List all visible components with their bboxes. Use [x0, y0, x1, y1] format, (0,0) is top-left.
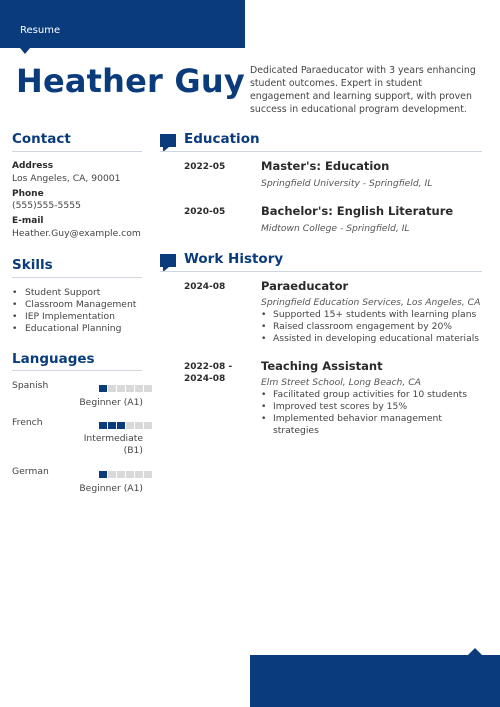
job-bullet: • Improved test scores by 15% — [261, 401, 486, 413]
skill-item: • Classroom Management — [12, 299, 136, 311]
phone-label: Phone — [12, 189, 44, 199]
rating-square-filled — [108, 422, 116, 429]
skill-item: • IEP Implementation — [12, 311, 136, 323]
work-history-divider — [160, 271, 482, 272]
education-date: 2022-05 — [184, 162, 226, 172]
contact-divider — [12, 151, 142, 152]
contact-heading: Contact — [12, 131, 71, 147]
language-name: German — [12, 466, 49, 477]
rating-square-empty — [126, 422, 134, 429]
skills-divider — [12, 277, 142, 278]
education-title: Master's: Education — [261, 159, 390, 173]
work-flag-icon — [160, 254, 176, 267]
rating-square-empty — [117, 471, 125, 478]
address-value: Los Angeles, CA, 90001 — [12, 173, 121, 184]
rating-square-filled — [99, 422, 107, 429]
job-bullet: • Raised classroom engagement by 20% — [261, 321, 486, 333]
address-label: Address — [12, 161, 54, 171]
skills-list — [12, 287, 136, 335]
rating-square-empty — [135, 471, 143, 478]
employer: Elm Street School, Long Beach, CA — [261, 377, 421, 388]
employer: Springfield Education Services, Los Angeles, CA — [261, 297, 481, 308]
language-rating-bar — [99, 471, 152, 478]
email-label: E-mail — [12, 216, 44, 226]
rating-square-empty — [135, 422, 143, 429]
skills-heading: Skills — [12, 257, 53, 273]
language-rating-bar — [99, 422, 152, 429]
job-bullet: • Facilitated group activities for 10 students — [261, 389, 486, 401]
email-value: Heather.Guy@example.com — [12, 228, 141, 239]
language-level: Beginner (A1) — [79, 483, 143, 494]
work-date-end: 2024-08 — [184, 374, 226, 384]
skill-item: • Student Support — [12, 287, 136, 299]
languages-heading: Languages — [12, 351, 95, 367]
footer-band — [250, 655, 500, 707]
work-date: 2024-08 — [184, 282, 226, 292]
language-level-line2: (B1) — [123, 445, 143, 456]
language-level: Beginner (A1) — [79, 397, 143, 408]
rating-square-empty — [126, 471, 134, 478]
rating-square-filled — [99, 385, 107, 392]
languages-divider — [12, 370, 142, 371]
candidate-name: Heather Guy — [16, 62, 245, 100]
rating-square-empty — [144, 471, 152, 478]
work-history-heading: Work History — [184, 251, 284, 267]
header-band-pointer — [20, 48, 30, 54]
profile-summary: Dedicated Paraeducator with 3 years enhancing student outcomes. Expert in student engagement and learning support, with proven success in educational program development. — [250, 65, 476, 115]
education-title: Bachelor's: English Literature — [261, 204, 454, 218]
skill-item: • Educational Planning — [12, 323, 136, 335]
job-bullet: • Supported 15+ students with learning plans — [261, 309, 486, 321]
rating-square-empty — [108, 385, 116, 392]
rating-square-empty — [126, 385, 134, 392]
work-date: 2022-08 - — [184, 362, 233, 372]
rating-square-empty — [144, 385, 152, 392]
rating-square-empty — [108, 471, 116, 478]
job-bullet: • Implemented behavior management strategies — [261, 413, 486, 437]
education-divider — [160, 151, 482, 152]
job-bullets — [261, 389, 486, 437]
phone-value: (555)555-5555 — [12, 200, 81, 211]
job-bullet: • Assisted in developing educational materials — [261, 333, 486, 345]
resume-tag: Resume — [20, 25, 61, 36]
language-level: Intermediate — [83, 433, 143, 444]
footer-band-pointer — [468, 648, 482, 655]
job-bullets — [261, 309, 486, 345]
rating-square-empty — [144, 422, 152, 429]
education-institution: Midtown College - Springfield, IL — [261, 223, 410, 234]
rating-square-empty — [135, 385, 143, 392]
language-rating-bar — [99, 385, 152, 392]
language-name: French — [12, 417, 43, 428]
education-date: 2020-05 — [184, 207, 226, 217]
rating-square-filled — [99, 471, 107, 478]
rating-square-filled — [117, 422, 125, 429]
rating-square-empty — [117, 385, 125, 392]
job-title: Teaching Assistant — [261, 359, 383, 373]
header-band — [0, 0, 245, 48]
education-institution: Springfield University - Springfield, IL — [261, 178, 433, 189]
education-heading: Education — [184, 131, 260, 147]
job-title: Paraeducator — [261, 279, 349, 293]
education-flag-icon — [160, 134, 176, 147]
language-name: Spanish — [12, 380, 49, 391]
